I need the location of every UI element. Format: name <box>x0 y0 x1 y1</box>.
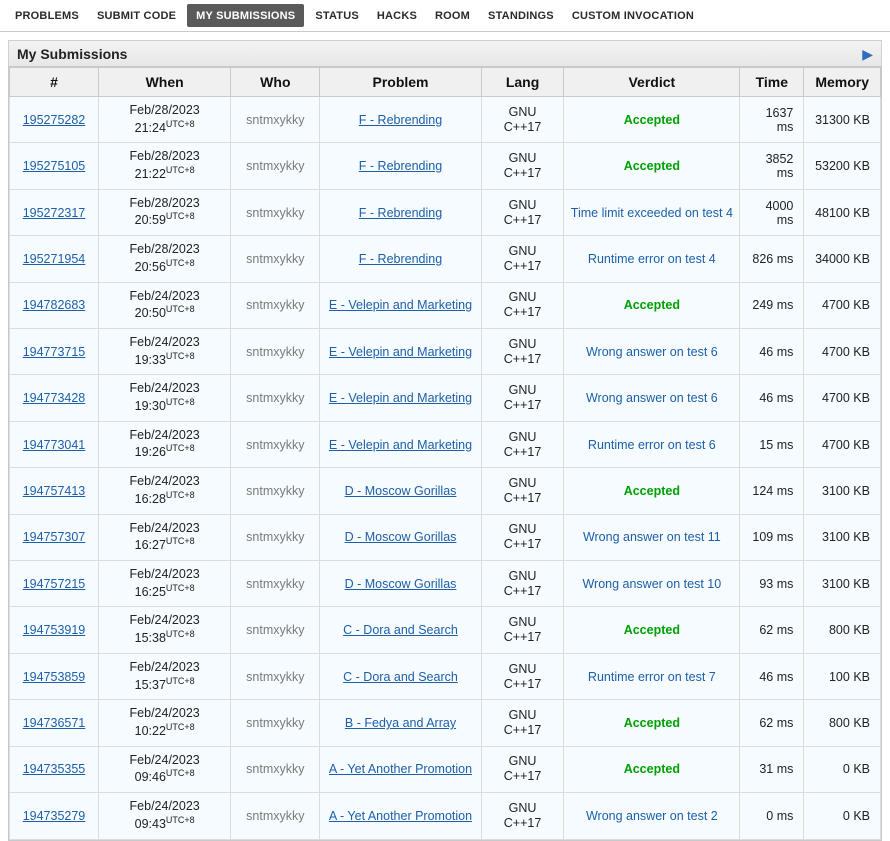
submission-id-cell <box>10 375 99 421</box>
submission-problem-cell <box>320 468 481 514</box>
submission-runtime-cell: 46 ms <box>740 375 804 421</box>
submission-verdict-cell <box>564 561 740 607</box>
submission-time-line <box>105 676 224 694</box>
submission-memory-cell: 3100 KB <box>804 514 881 560</box>
submission-runtime-cell: 826 ms <box>740 236 804 282</box>
submission-language: GNU C++17 <box>503 429 542 459</box>
submission-verdict-cell <box>564 468 740 514</box>
nav-item-hacks[interactable]: HACKS <box>376 9 418 22</box>
status-badge[interactable]: Wrong answer on test 6 <box>585 391 718 406</box>
submission-problem-cell <box>320 329 481 375</box>
status-badge[interactable]: Wrong answer on test 2 <box>585 808 718 823</box>
problem-link[interactable]: E - Velepin and Marketing <box>328 437 473 452</box>
submission-runtime-cell: 46 ms <box>740 653 804 699</box>
submission-time-line <box>105 304 224 322</box>
submission-memory-cell: 4700 KB <box>804 375 881 421</box>
table-row <box>10 653 881 699</box>
status-badge[interactable]: Wrong answer on test 11 <box>582 530 721 545</box>
submission-author-cell[interactable]: sntmxykky <box>231 236 320 282</box>
problem-link[interactable]: C - Dora and Search <box>343 623 458 638</box>
submission-id-link[interactable]: 195275105 <box>22 159 86 174</box>
submission-time-line <box>105 815 224 833</box>
submission-author-cell[interactable]: sntmxykky <box>231 143 320 189</box>
submission-author-cell[interactable]: sntmxykky <box>231 468 320 514</box>
submission-time-of-day: 19:30 <box>134 399 166 414</box>
submission-language: GNU C++17 <box>503 290 542 320</box>
submission-runtime-cell: 93 ms <box>740 561 804 607</box>
submission-language-cell <box>481 653 564 699</box>
status-badge[interactable]: Accepted <box>623 112 680 127</box>
submission-id-link[interactable]: 195271954 <box>22 251 86 266</box>
submission-problem-cell <box>320 607 481 653</box>
status-badge[interactable]: Accepted <box>623 623 680 638</box>
submission-time-line <box>105 629 224 647</box>
submission-time-of-day: 21:22 <box>134 167 166 182</box>
submission-author-cell[interactable]: sntmxykky <box>231 375 320 421</box>
submission-time-of-day: 20:59 <box>134 213 166 228</box>
problem-link[interactable]: D - Moscow Gorillas <box>344 576 457 591</box>
submission-time-of-day: 16:27 <box>134 538 166 553</box>
submission-memory-cell: 48100 KB <box>804 189 881 235</box>
submission-id-cell <box>10 746 99 792</box>
submission-date: Feb/24/2023 <box>129 335 200 350</box>
submission-time-of-day: 20:56 <box>134 260 166 274</box>
submission-problem-cell <box>320 421 481 467</box>
submission-verdict-cell <box>564 793 740 839</box>
submission-verdict-cell <box>564 653 740 699</box>
submission-date: Feb/24/2023 <box>129 427 200 442</box>
submission-author-cell[interactable]: sntmxykky <box>231 793 320 839</box>
submission-time-line <box>105 536 224 554</box>
submission-time-of-day: 21:24 <box>134 120 166 135</box>
submission-language-cell <box>481 561 564 607</box>
table-body <box>10 97 881 840</box>
submission-language: GNU C++17 <box>503 383 542 413</box>
submission-memory-cell: 4700 KB <box>804 329 881 375</box>
submission-time-of-day: 19:33 <box>134 352 166 367</box>
table-row <box>10 375 881 421</box>
column-header-1: When <box>98 68 230 97</box>
table-row <box>10 329 881 375</box>
submission-language: GNU C++17 <box>503 754 542 784</box>
submission-id-link[interactable]: 194753919 <box>22 623 86 638</box>
submission-time-line <box>105 722 224 740</box>
submission-date: Feb/24/2023 <box>129 288 200 303</box>
submission-id-cell <box>10 607 99 653</box>
submission-language-cell <box>481 421 564 467</box>
submission-language-cell <box>481 793 564 839</box>
submission-when-cell <box>98 607 230 653</box>
column-header-5: Verdict <box>564 68 740 97</box>
submission-runtime-cell: 31 ms <box>740 746 804 792</box>
submission-author-cell[interactable]: sntmxykky <box>231 700 320 746</box>
submission-timezone: UTC+8 <box>165 536 195 547</box>
submission-memory-cell: 3100 KB <box>804 468 881 514</box>
submission-language-cell <box>481 236 564 282</box>
submission-author-cell[interactable]: sntmxykky <box>231 653 320 699</box>
page-title: My Submissions <box>17 45 128 62</box>
submission-date: Feb/24/2023 <box>129 752 200 767</box>
submission-timezone: UTC+8 <box>165 165 195 176</box>
submission-problem-cell <box>320 236 481 282</box>
submission-problem-cell <box>320 375 481 421</box>
submission-language: GNU C++17 <box>503 707 542 737</box>
submission-author-cell[interactable]: sntmxykky <box>231 514 320 560</box>
table-row <box>10 607 881 653</box>
submission-language: GNU C++17 <box>503 661 542 691</box>
submission-id-cell <box>10 97 99 143</box>
submission-time-of-day: 20:50 <box>134 306 166 321</box>
submission-id-cell <box>10 561 99 607</box>
column-header-6: Time <box>740 68 804 97</box>
submission-author-cell[interactable]: sntmxykky <box>231 97 320 143</box>
submission-id-link[interactable]: 194753859 <box>22 669 86 684</box>
submission-memory-cell: 34000 KB <box>804 236 881 282</box>
submission-runtime-cell: 1637 ms <box>740 97 804 143</box>
column-header-4: Lang <box>481 68 564 97</box>
submission-id-cell <box>10 282 99 328</box>
submission-time-of-day: 16:28 <box>134 492 166 507</box>
column-header-2: Who <box>231 68 320 97</box>
submission-language-cell <box>481 282 564 328</box>
submission-time-of-day: 09:43 <box>134 816 166 831</box>
submission-timezone: UTC+8 <box>165 257 195 268</box>
submission-author-cell[interactable]: sntmxykky <box>231 282 320 328</box>
submission-author-cell[interactable]: sntmxykky <box>231 746 320 792</box>
submission-when-cell <box>98 236 230 282</box>
table-row <box>10 189 881 235</box>
problem-link[interactable]: F - Rebrending <box>358 112 443 127</box>
submission-verdict-cell <box>564 282 740 328</box>
submission-time-line <box>105 397 224 415</box>
submission-language: GNU C++17 <box>503 615 542 645</box>
submission-memory-cell: 0 KB <box>804 793 881 839</box>
submission-timezone: UTC+8 <box>165 629 195 640</box>
submissions-table <box>9 67 881 840</box>
problem-link[interactable]: A - Yet Another Promotion <box>328 808 473 823</box>
submission-language: GNU C++17 <box>503 104 542 134</box>
table-header-row <box>10 68 881 97</box>
problem-link[interactable]: C - Dora and Search <box>343 669 458 684</box>
table-row <box>10 561 881 607</box>
submission-id-link[interactable]: 194773428 <box>22 391 86 406</box>
status-badge[interactable]: Accepted <box>623 483 680 498</box>
submission-runtime-cell: 62 ms <box>740 607 804 653</box>
submission-verdict-cell <box>564 143 740 189</box>
submission-id-link[interactable]: 194736571 <box>22 715 86 730</box>
status-badge[interactable]: Accepted <box>623 762 680 777</box>
submission-id-link[interactable]: 194782683 <box>22 298 86 313</box>
submission-id-link[interactable]: 194773041 <box>22 437 86 452</box>
submission-verdict-cell <box>564 514 740 560</box>
submission-time-of-day: 10:22 <box>134 724 166 739</box>
submissions-table-container <box>8 66 882 841</box>
submission-problem-cell <box>320 700 481 746</box>
submission-time-of-day: 15:37 <box>134 677 166 692</box>
submission-when-cell <box>98 282 230 328</box>
submission-language-cell <box>481 189 564 235</box>
submission-memory-cell: 800 KB <box>804 700 881 746</box>
submission-verdict-cell <box>564 189 740 235</box>
section-header <box>8 40 882 66</box>
submission-language-cell <box>481 607 564 653</box>
nav-item-problems[interactable]: PROBLEMS <box>15 9 79 22</box>
submission-runtime-cell: 0 ms <box>740 793 804 839</box>
status-badge[interactable]: Accepted <box>623 715 680 730</box>
submission-when-cell <box>98 97 230 143</box>
submission-when-cell <box>98 468 230 514</box>
nav-item-my-submissions[interactable]: MY SUBMISSIONS <box>187 4 304 27</box>
submission-problem-cell <box>320 793 481 839</box>
submission-runtime-cell: 62 ms <box>740 700 804 746</box>
table-row <box>10 793 881 839</box>
submission-verdict-cell <box>564 700 740 746</box>
submission-timezone: UTC+8 <box>165 211 195 222</box>
submission-time-line <box>105 443 224 461</box>
table-header <box>10 68 881 97</box>
submission-date: Feb/24/2023 <box>129 520 200 535</box>
status-badge[interactable]: Runtime error on test 4 <box>587 251 716 266</box>
submission-language-cell <box>481 700 564 746</box>
submission-id-link[interactable]: 194773715 <box>22 344 86 359</box>
submission-language-cell <box>481 143 564 189</box>
submission-author-cell[interactable]: sntmxykky <box>231 607 320 653</box>
submission-date: Feb/24/2023 <box>129 799 200 814</box>
table-row <box>10 700 881 746</box>
submission-id-link[interactable]: 195275282 <box>22 112 86 127</box>
submission-memory-cell: 4700 KB <box>804 282 881 328</box>
nav-item-standings[interactable]: STANDINGS <box>488 9 554 22</box>
problem-link[interactable]: F - Rebrending <box>358 205 443 220</box>
submission-runtime-cell: 249 ms <box>740 282 804 328</box>
submission-id-link[interactable]: 194735279 <box>22 808 86 823</box>
submission-id-cell <box>10 189 99 235</box>
submission-language: GNU C++17 <box>503 336 542 366</box>
submission-id-cell <box>10 143 99 189</box>
submission-when-cell <box>98 746 230 792</box>
status-badge[interactable]: Wrong answer on test 6 <box>585 344 718 359</box>
submission-problem-cell <box>320 189 481 235</box>
table-row <box>10 468 881 514</box>
submission-timezone: UTC+8 <box>165 582 195 593</box>
submission-memory-cell: 53200 KB <box>804 143 881 189</box>
submission-language: GNU C++17 <box>503 522 542 552</box>
main-nav <box>0 0 890 32</box>
submission-runtime-cell: 4000 ms <box>740 189 804 235</box>
submission-verdict-cell <box>564 746 740 792</box>
submission-id-cell <box>10 236 99 282</box>
submission-verdict-cell <box>564 236 740 282</box>
submission-date: Feb/28/2023 <box>129 149 200 164</box>
submission-time-line <box>105 165 224 183</box>
submission-memory-cell: 0 KB <box>804 746 881 792</box>
submission-verdict-cell <box>564 97 740 143</box>
submission-verdict-cell <box>564 607 740 653</box>
submission-when-cell <box>98 793 230 839</box>
status-badge[interactable]: Wrong answer on test 10 <box>582 576 722 591</box>
submission-time-of-day: 15:38 <box>134 631 166 646</box>
submission-language-cell <box>481 375 564 421</box>
problem-link[interactable]: B - Fedya and Array <box>344 715 457 730</box>
submission-when-cell <box>98 421 230 467</box>
submission-id-cell <box>10 468 99 514</box>
submission-id-cell <box>10 329 99 375</box>
submission-when-cell <box>98 189 230 235</box>
submission-time-line <box>105 119 224 137</box>
column-header-7: Memory <box>804 68 881 97</box>
submission-language: GNU C++17 <box>503 800 542 830</box>
submission-language: GNU C++17 <box>503 243 542 273</box>
submission-verdict-cell <box>564 375 740 421</box>
submission-time-of-day: 19:26 <box>134 445 166 460</box>
submission-time-line <box>105 768 224 786</box>
nav-item-custom-invocation[interactable]: CUSTOM INVOCATION <box>571 9 694 22</box>
submission-time-line <box>105 211 224 229</box>
status-badge[interactable]: Runtime error on test 6 <box>587 437 716 452</box>
submission-problem-cell <box>320 561 481 607</box>
submission-date: Feb/28/2023 <box>129 103 200 117</box>
submission-when-cell <box>98 561 230 607</box>
table-row <box>10 97 881 143</box>
submission-timezone: UTC+8 <box>165 489 195 500</box>
submission-time-of-day: 16:25 <box>134 584 166 599</box>
submission-runtime-cell: 15 ms <box>740 421 804 467</box>
table-row <box>10 514 881 560</box>
submission-timezone: UTC+8 <box>165 814 195 825</box>
submission-date: Feb/28/2023 <box>129 195 200 210</box>
problem-link[interactable]: D - Moscow Gorillas <box>344 530 457 545</box>
problem-link[interactable]: D - Moscow Gorillas <box>344 483 457 498</box>
submission-date: Feb/24/2023 <box>129 706 200 721</box>
problem-link[interactable]: E - Velepin and Marketing <box>328 298 473 313</box>
submission-problem-cell <box>320 143 481 189</box>
problem-link[interactable]: A - Yet Another Promotion <box>328 762 473 777</box>
submission-id-cell <box>10 514 99 560</box>
submission-language-cell <box>481 468 564 514</box>
submission-id-link[interactable]: 194757307 <box>22 530 86 545</box>
submission-language-cell <box>481 746 564 792</box>
submission-timezone: UTC+8 <box>165 443 195 454</box>
submission-timezone: UTC+8 <box>165 304 195 315</box>
table-row <box>10 236 881 282</box>
submission-id-link[interactable]: 194735355 <box>22 762 86 777</box>
submission-language-cell <box>481 97 564 143</box>
submission-language-cell <box>481 514 564 560</box>
submission-author-cell[interactable]: sntmxykky <box>231 421 320 467</box>
submission-memory-cell: 800 KB <box>804 607 881 653</box>
submission-runtime-cell: 109 ms <box>740 514 804 560</box>
submission-problem-cell <box>320 653 481 699</box>
submission-memory-cell: 4700 KB <box>804 421 881 467</box>
submission-time-line <box>105 490 224 508</box>
submission-when-cell <box>98 514 230 560</box>
status-badge[interactable]: Time limit exceeded on test 4 <box>570 205 733 220</box>
submission-verdict-cell <box>564 421 740 467</box>
submission-memory-cell: 100 KB <box>804 653 881 699</box>
submission-time-line <box>105 583 224 601</box>
submission-timezone: UTC+8 <box>165 768 195 779</box>
submission-problem-cell <box>320 514 481 560</box>
nav-item-submit-code[interactable]: SUBMIT CODE <box>96 9 177 22</box>
submission-memory-cell: 31300 KB <box>804 97 881 143</box>
submission-timezone: UTC+8 <box>165 721 195 732</box>
submission-id-cell <box>10 793 99 839</box>
submission-verdict-cell <box>564 329 740 375</box>
table-row <box>10 282 881 328</box>
submission-id-cell <box>10 653 99 699</box>
submission-id-cell <box>10 421 99 467</box>
submission-runtime-cell: 124 ms <box>740 468 804 514</box>
submission-when-cell <box>98 653 230 699</box>
status-badge[interactable]: Runtime error on test 7 <box>587 669 716 684</box>
submission-date: Feb/24/2023 <box>129 381 200 396</box>
submission-timezone: UTC+8 <box>165 397 195 408</box>
status-badge[interactable]: Accepted <box>623 298 680 313</box>
submission-id-link[interactable]: 195272317 <box>22 205 86 220</box>
submission-date: Feb/24/2023 <box>129 659 200 674</box>
table-row <box>10 143 881 189</box>
submission-timezone: UTC+8 <box>165 350 195 361</box>
problem-link[interactable]: F - Rebrending <box>358 159 443 174</box>
problem-link[interactable]: E - Velepin and Marketing <box>328 391 473 406</box>
submission-runtime-cell: 3852 ms <box>740 143 804 189</box>
submission-runtime-cell: 46 ms <box>740 329 804 375</box>
submission-id-cell <box>10 700 99 746</box>
submission-time-line <box>105 258 224 276</box>
submission-id-link[interactable]: 194757413 <box>22 483 86 498</box>
table-row <box>10 746 881 792</box>
submission-id-link[interactable]: 194757215 <box>22 576 86 591</box>
submission-memory-cell: 3100 KB <box>804 561 881 607</box>
submission-problem-cell <box>320 282 481 328</box>
submission-problem-cell <box>320 746 481 792</box>
submission-author-cell[interactable]: sntmxykky <box>231 561 320 607</box>
column-header-0: # <box>10 68 99 97</box>
submission-date: Feb/24/2023 <box>129 613 200 628</box>
table-row <box>10 421 881 467</box>
column-header-3: Problem <box>320 68 481 97</box>
submission-author-cell[interactable]: sntmxykky <box>231 329 320 375</box>
caret-right-icon[interactable]: ▶ <box>862 45 873 62</box>
submission-when-cell <box>98 143 230 189</box>
submission-timezone: UTC+8 <box>165 118 195 129</box>
submission-problem-cell <box>320 97 481 143</box>
submission-date: Feb/24/2023 <box>129 474 200 489</box>
submission-language: GNU C++17 <box>503 197 542 227</box>
submission-when-cell <box>98 375 230 421</box>
nav-item-room[interactable]: ROOM <box>435 9 471 22</box>
submission-author-cell[interactable]: sntmxykky <box>231 189 320 235</box>
status-badge[interactable]: Accepted <box>623 159 680 174</box>
submission-date: Feb/24/2023 <box>129 567 200 582</box>
submission-language-cell <box>481 329 564 375</box>
submission-when-cell <box>98 700 230 746</box>
submission-date: Feb/28/2023 <box>129 242 200 257</box>
submission-language: GNU C++17 <box>503 568 542 598</box>
problem-link[interactable]: E - Velepin and Marketing <box>328 344 473 359</box>
problem-link[interactable]: F - Rebrending <box>358 251 443 266</box>
submission-timezone: UTC+8 <box>165 675 195 686</box>
submission-language: GNU C++17 <box>503 151 542 181</box>
submission-language: GNU C++17 <box>503 475 542 505</box>
submission-time-of-day: 09:46 <box>134 770 166 785</box>
submission-when-cell <box>98 329 230 375</box>
submission-time-line <box>105 351 224 369</box>
nav-item-status[interactable]: STATUS <box>315 9 359 22</box>
